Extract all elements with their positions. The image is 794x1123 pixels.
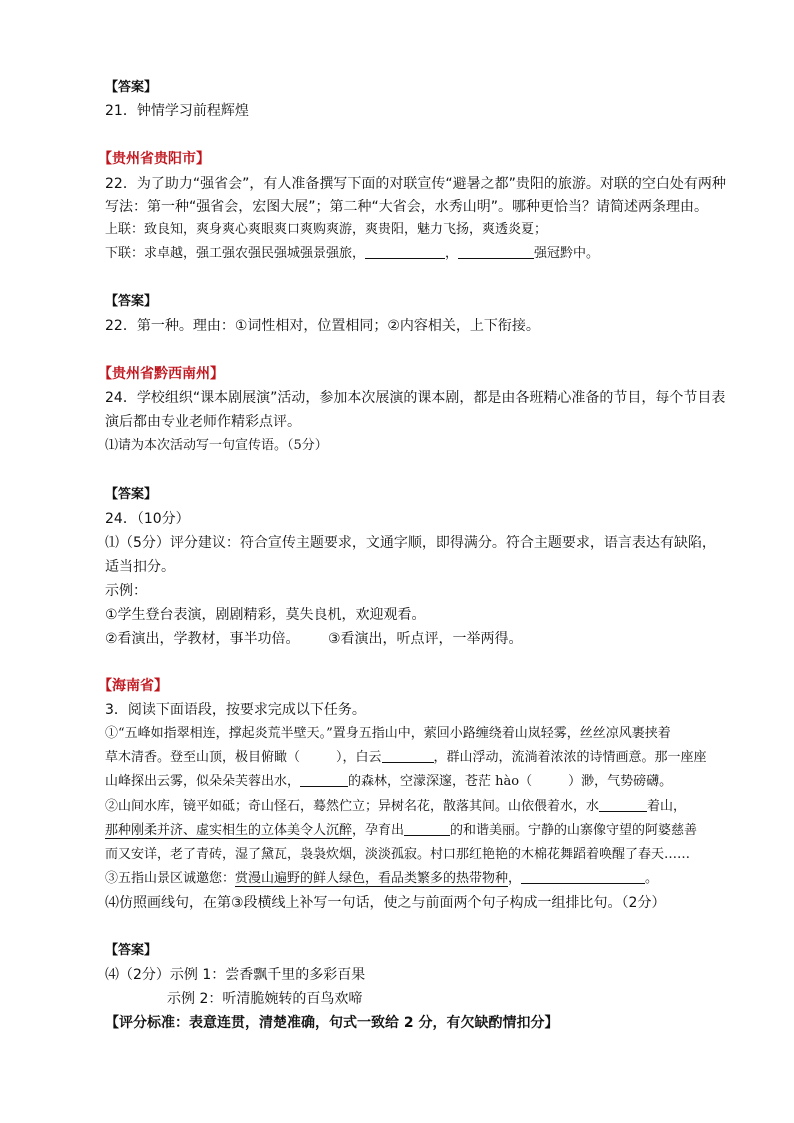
answer-label: 【答案】 [105, 487, 158, 502]
passage-text: 草木清香。登至山顶，极目俯瞰（ [105, 750, 301, 765]
question-line: 24．学校组织“课本剧展演”活动，参加本次展演的课本剧，都是由各班精心准备的节目，每个节目表 [105, 390, 726, 406]
couplet-lower-text: 下联：求卓越，强工强农强民强城强景强旅， [105, 246, 366, 261]
couplet-upper: 上联：致良知，爽身爽心爽眼爽口爽购爽游，爽贵阳，魅力飞扬，爽透炎夏； [105, 222, 548, 237]
passage-text: 。 [645, 871, 659, 886]
passage-text: ），白云 [336, 750, 382, 765]
answer-text: 21．钟情学习前程辉煌 [105, 103, 249, 119]
passage-text: 着山， [647, 799, 687, 814]
example-item: ①学生登台表演，剧剧精彩，莫失良机，欢迎观看。 [105, 607, 426, 623]
region-heading-hainan: 【海南省】 [98, 678, 168, 694]
underlined-sentence: 那种刚柔并济、虚实相生的立体美令人沉醉 [105, 823, 353, 838]
answer-blank [365, 244, 445, 259]
answer-blank [382, 748, 434, 763]
region-heading-guiyang: 【贵州省贵阳市】 [98, 151, 210, 167]
answer-blank [458, 244, 534, 259]
passage-text: 山峰探出云雾，似朵朵芙蓉出水， [105, 774, 301, 789]
question-sub: ⑴请为本次活动写一句宣传语。（5分） [105, 438, 328, 453]
answer-blank [300, 772, 348, 787]
couplet-lower-end: 强冠黔中。 [534, 246, 600, 261]
answer-example: 示例 2：听清脆婉转的百鸟欢啼 [167, 991, 363, 1007]
answer-text: 22．第一种。理由：①词性相对，位置相同；②内容相关，上下衔接。 [105, 318, 540, 334]
question-title: 3．阅读下面语段，按要求完成以下任务。 [105, 702, 366, 718]
answer-blank [599, 797, 647, 812]
question-sub: ⑷仿照画线句，在第③段横线上补写一句话，使之与前面两个句子构成一组排比句。（2分） [105, 895, 666, 911]
passage-text: ③五指山景区诚邀您： [105, 871, 236, 886]
passage-text: ，孕育出 [352, 823, 405, 838]
passage-text: 的森林，空濛深邃，苍茫 hào（ [348, 774, 533, 789]
passage-text: ②山间水库，镜平如砥；奇山怪石，蓦然伫立；异树名花，散落其间。山依偎着水，水 [105, 799, 600, 814]
example-label: 示例： [105, 583, 147, 599]
region-heading-qianxinan: 【贵州省黔西南州】 [98, 366, 224, 382]
passage-line [105, 797, 686, 817]
passage-text: 的和谐美丽。宁静的山寨像守望的阿婆慈善 [450, 823, 698, 838]
question-line: 写法：第一种“强省会，宏图大展”；第二种“大省会，水秀山明”。哪种更恰当？请简述两条理由。 [105, 199, 709, 215]
passage-line [105, 772, 672, 792]
passage-line [105, 748, 707, 768]
passage-line: 而又安详，老了青砖，湿了黛瓦，袅袅炊烟，淡淡孤寂。村口那红艳艳的木棉花舞蹈着唤醒了春天…… [105, 847, 691, 862]
passage-text: ，群山浮动，流淌着浓浓的诗情画意。那一座座 [433, 750, 707, 765]
question-line: 演后都由专业老师作精彩点评。 [105, 414, 301, 430]
passage-line [105, 821, 697, 841]
example-item: ②看演出，学教材，事半功倍。 [105, 631, 300, 647]
example-item: ③看演出，听点评，一举两得。 [328, 631, 523, 647]
answer-example: ⑷（2分）示例 1：尝香飘千里的多彩百果 [105, 967, 366, 983]
passage-text: ， [508, 871, 522, 886]
passage-text: ）渺，气势磅礴。 [568, 774, 673, 789]
underlined-sentence: 赏漫山遍野的鲜人绿色，看品类繁多的热带物种 [235, 871, 509, 886]
answer-blank [404, 821, 450, 836]
passage-line [105, 869, 658, 889]
answer-title: 24．（10分） [105, 511, 190, 527]
answer-label: 【答案】 [105, 943, 158, 958]
answer-blank [521, 869, 645, 884]
answer-label: 【答案】 [105, 80, 158, 95]
scoring-criteria: 【评分标准：表意连贯，清楚准确，句式一致给 2 分，有欠缺酌情扣分】 [105, 1015, 559, 1031]
couplet-comma: ， [445, 246, 459, 261]
answer-label: 【答案】 [105, 294, 158, 309]
couplet-lower [105, 244, 599, 264]
answer-line: 适当扣分。 [105, 559, 175, 575]
answer-line: ⑴（5分）评分建议：符合宣传主题要求，文通字顺，即得满分。符合主题要求，语言表达有缺陷， [105, 535, 716, 551]
question-line: 22．为了助力“强省会”，有人准备撰写下面的对联宣传“避暑之都”贵阳的旅游。对联的空白处有两种 [105, 176, 726, 192]
passage-line: ①“五峰如指翠相连，撑起炎荒半壁天。”置身五指山中，萦回小路缠绕着山岚轻雾，丝丝凉风裹挟着 [105, 726, 671, 741]
